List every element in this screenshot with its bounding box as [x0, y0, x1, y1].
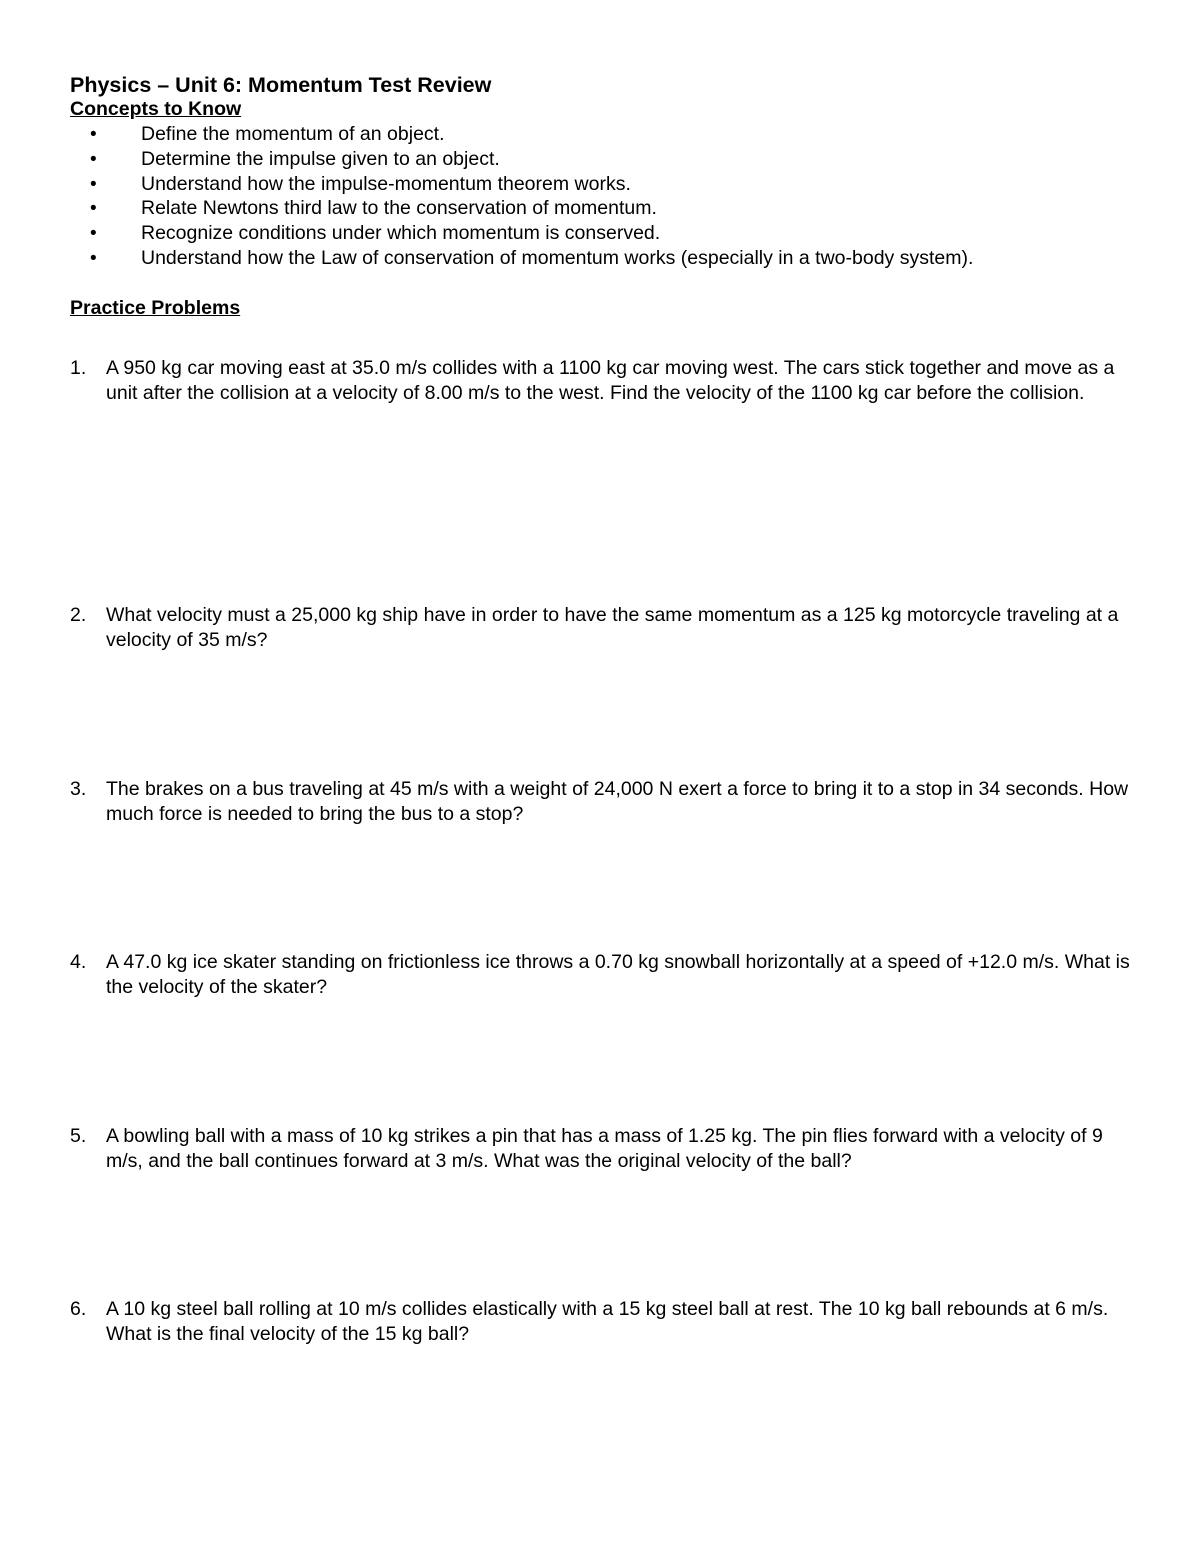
concepts-list	[70, 122, 973, 271]
concept-text: Relate Newtons third law to the conservation of momentum.	[141, 197, 657, 220]
concept-item	[70, 246, 973, 271]
practice-heading: Practice Problems	[70, 297, 241, 319]
page-title: Physics – Unit 6: Momentum Test Review	[70, 73, 492, 97]
problem-text: What velocity must a 25,000 kg ship have in order to have the same momentum as a 125 kg motorcycle traveling at a velocity of 35 m/s?	[106, 604, 1119, 651]
concept-text: Understand how the impulse-momentum theorem works.	[141, 172, 631, 195]
problem-number: 5.	[70, 1125, 87, 1147]
problem-number: 1.	[70, 357, 87, 379]
concept-text: Define the momentum of an object.	[141, 123, 445, 145]
bullet-icon: •	[90, 124, 97, 145]
concept-item	[70, 147, 973, 172]
bullet-icon: •	[90, 148, 97, 170]
concept-item	[70, 221, 973, 246]
bullet-icon: •	[90, 173, 97, 195]
concept-item	[70, 196, 973, 221]
concept-text: Recognize conditions under which momentum is conserved.	[141, 222, 661, 245]
bullet-icon: •	[90, 247, 97, 269]
problem-text: A 950 kg car moving east at 35.0 m/s collides with a 1100 kg car moving west. The cars stick together and move as a unit after the collision at a velocity of 8.00 m/s to the west. Find the velocity of the 1100 kg car before the collision.	[106, 357, 1115, 404]
problem-text: A 10 kg steel ball rolling at 10 m/s collides elastically with a 15 kg steel ball at rest. The 10 kg ball rebounds at 6 m/s. What is the final velocity of the 15 kg ball?	[106, 1298, 1109, 1345]
problem-number: 6.	[70, 1298, 87, 1320]
concept-item	[70, 172, 973, 197]
problem-text: The brakes on a bus traveling at 45 m/s with a weight of 24,000 N exert a force to bring it to a stop in 34 seconds. How much force is needed to bring the bus to a stop?	[106, 778, 1129, 825]
problem-number: 4.	[70, 951, 87, 973]
concepts-heading: Concepts to Know	[70, 98, 242, 120]
problem-number: 3.	[70, 778, 87, 800]
concept-item	[70, 122, 973, 147]
problem-text: A bowling ball with a mass of 10 kg strikes a pin that has a mass of 1.25 kg. The pin flies forward with a velocity of 9 m/s, and the ball continues forward at 3 m/s. What was the original velocity of the ball?	[106, 1125, 1103, 1172]
bullet-icon: •	[90, 223, 97, 245]
bullet-icon: •	[90, 198, 97, 220]
concept-text: Understand how the Law of conservation of momentum works (especially in a two-body system).	[141, 246, 974, 269]
problem-text: A 47.0 kg ice skater standing on frictionless ice throws a 0.70 kg snowball horizontally at a speed of +12.0 m/s. What is the velocity of the skater?	[106, 951, 1130, 998]
concept-text: Determine the impulse given to an object.	[141, 147, 500, 170]
problem-number: 2.	[70, 604, 87, 626]
